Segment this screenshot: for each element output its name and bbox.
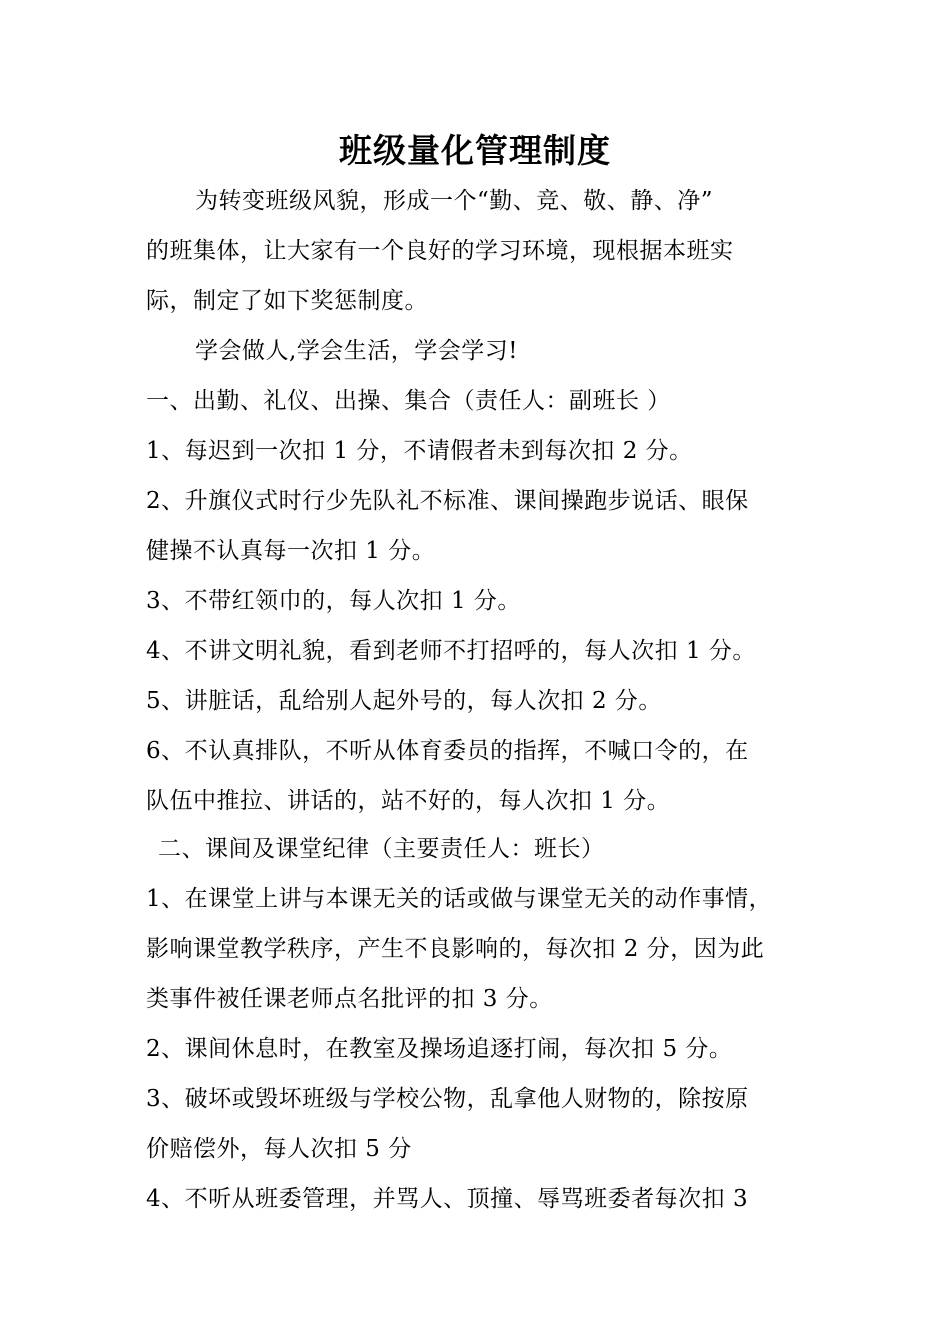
paragraph-line: 际，制定了如下奖惩制度。 xyxy=(146,288,428,314)
paragraph-line: 的班集体，让大家有一个良好的学习环境，现根据本班实 xyxy=(146,238,734,264)
rule-item: 4、不听从班委管理，并骂人、顶撞、辱骂班委者每次扣 3 xyxy=(146,1186,749,1212)
section-heading: 一、出勤、礼仪、出操、集合（责任人：副班长 ） xyxy=(146,388,671,414)
rule-item: 5、讲脏话，乱给别人起外号的，每人次扣 2 分。 xyxy=(146,688,662,714)
rule-item: 2、课间休息时，在教室及操场追逐打闹，每次扣 5 分。 xyxy=(146,1036,733,1062)
motto-line: 学会做人,学会生活，学会学习! xyxy=(195,338,519,364)
rule-item: 2、升旗仪式时行少先队礼不标准、课间操跑步说话、眼保 xyxy=(146,488,749,514)
section-heading: 二、课间及课堂纪律（主要责任人：班长） xyxy=(158,836,605,862)
rule-item: 4、不讲文明礼貌，看到老师不打招呼的，每人次扣 1 分。 xyxy=(146,638,756,664)
document-title: 班级量化管理制度 xyxy=(339,131,611,170)
rule-item-continued: 队伍中推拉、讲话的，站不好的，每人次扣 1 分。 xyxy=(146,788,671,814)
rule-item: 1、每迟到一次扣 1 分，不请假者未到每次扣 2 分。 xyxy=(146,438,693,464)
rule-item: 6、不认真排队，不听从体育委员的指挥，不喊口令的，在 xyxy=(146,738,749,764)
rule-item: 3、不带红领巾的，每人次扣 1 分。 xyxy=(146,588,521,614)
rule-item: 3、破坏或毁坏班级与学校公物，乱拿他人财物的，除按原 xyxy=(146,1086,749,1112)
rule-item-continued: 价赔偿外，每人次扣 5 分 xyxy=(146,1136,412,1162)
rule-item-continued: 类事件被任课老师点名批评的扣 3 分。 xyxy=(146,986,553,1012)
rule-item-continued: 健操不认真每一次扣 1 分。 xyxy=(146,538,436,564)
paragraph-line: 为转变班级风貌，形成一个“勤、竞、敬、静、净” xyxy=(195,188,714,214)
rule-item: 1、在课堂上讲与本课无关的话或做与课堂无关的动作事情， xyxy=(146,886,773,912)
rule-item-continued: 影响课堂教学秩序，产生不良影响的，每次扣 2 分，因为此 xyxy=(146,936,765,962)
